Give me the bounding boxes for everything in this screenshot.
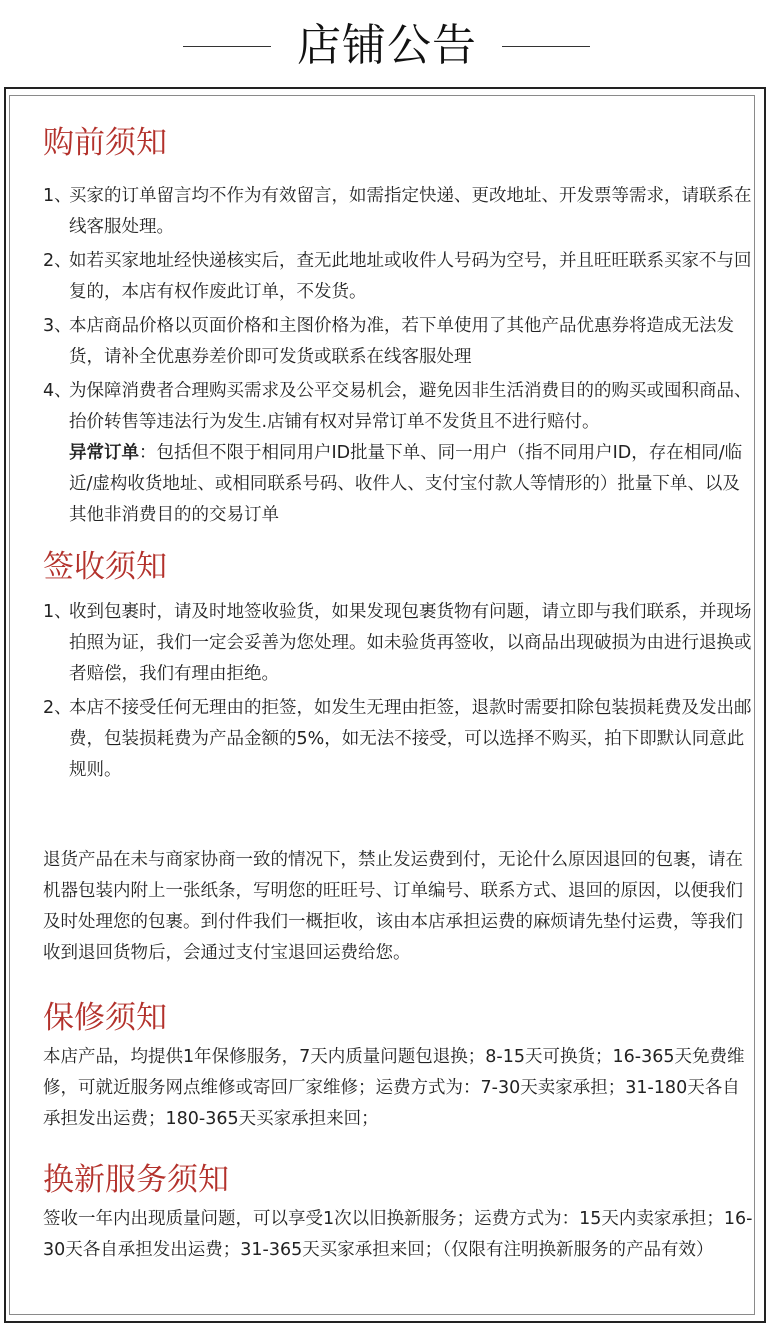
list-item (43, 693, 755, 786)
receipt-title: 签收须知 (43, 549, 167, 585)
returns-section (43, 845, 755, 969)
item-text (43, 376, 755, 531)
item-text: 买家的订单留言均不作为有效留言，如需指定快递、更改地址、开发票等需求，请联系在线客服处理。 (69, 186, 752, 237)
page-title: 店铺公告 (297, 20, 477, 71)
item-number: 3、 (43, 316, 72, 336)
before-purchase-title: 购前须知 (43, 125, 167, 161)
item-text-main: 为保障消费者合理购买需求及公平交易机会，避免因非生活消费目的的购买或囤积商品、抬价转售等违法行为发生.店铺有权对异常订单不发货且不进行赔付。 (69, 381, 752, 432)
returns-text: 退货产品在未与商家协商一致的情况下，禁止发运费到付，无论什么原因退回的包裹，请在机器包装内附上一张纸条，写明您的旺旺号、订单编号、联系方式、退回的原因，以便我们及时处理您的包裹。到付件我们一概拒收，该由本店承担运费的麻烦请先垫付运费，等我们收到退回货物后，会通过支付宝退回运费给您。 (43, 850, 743, 963)
item-text: 收到包裹时，请及时地签收验货，如果发现包裹货物有问题，请立即与我们联系，并现场拍照为证，我们一定会妥善为您处理。如未验货再签收，以商品出现破损为由进行退换或者赔偿，我们有理由拒绝。 (69, 602, 752, 684)
list-item (43, 376, 755, 531)
replacement-title: 换新服务须知 (43, 1162, 229, 1198)
replacement-text: 签收一年内出现质量问题，可以享受1次以旧换新服务；运费方式为：15天内卖家承担；16-30天各自承担发出运费；31-365天买家承担来回；（仅限有注明换新服务的产品有效） (43, 1209, 753, 1260)
item-number: 4、 (43, 381, 72, 401)
receipt-section (43, 547, 755, 786)
list-item (43, 181, 755, 243)
warranty-text: 本店产品，均提供1年保修服务，7天内质量问题包退换；8-15天可换货；16-365天免费维修，可就近服务网点维修或寄回厂家维修；运费方式为：7-30天卖家承担；31-180天各自承担发出运费；180-365天买家承担来回； (43, 1047, 745, 1129)
warranty-title: 保修须知 (43, 1000, 167, 1036)
item-text: 本店商品价格以页面价格和主图价格为准，若下单使用了其他产品优惠券将造成无法发货，请补全优惠券差价即可发货或联系在线客服处理 (69, 316, 734, 367)
item-text: 本店不接受任何无理由的拒签，如发生无理由拒签，退款时需要扣除包装损耗费及发出邮费，包装损耗费为产品金额的5%，如无法不接受，可以选择不购买，拍下即默认同意此规则。 (69, 698, 752, 780)
item-number: 1、 (43, 186, 72, 206)
warranty-section (43, 998, 755, 1135)
list-item (43, 597, 755, 690)
header (0, 0, 774, 88)
item-text: 如若买家地址经快递核实后，查无此地址或收件人号码为空号，并且旺旺联系买家不与回复的，本店有权作废此订单，不发货。 (69, 251, 752, 302)
list-item (43, 246, 755, 308)
item-number: 1、 (43, 602, 72, 622)
abnormal-order-label: 异常订单 (69, 443, 139, 463)
item-number: 2、 (43, 698, 72, 718)
replacement-section (43, 1160, 755, 1266)
before-purchase-section (43, 123, 755, 531)
header-divider-right (502, 46, 590, 47)
list-item (43, 311, 755, 373)
item-number: 2、 (43, 251, 72, 271)
abnormal-order-text: ：包括但不限于相同用户ID批量下单、同一用户（指不同用户ID，存在相同/临近/虚构收货地址、或相同联系号码、收件人、支付宝付款人等情形的）批量下单、以及其他非消费目的的交易订单 (69, 443, 743, 525)
